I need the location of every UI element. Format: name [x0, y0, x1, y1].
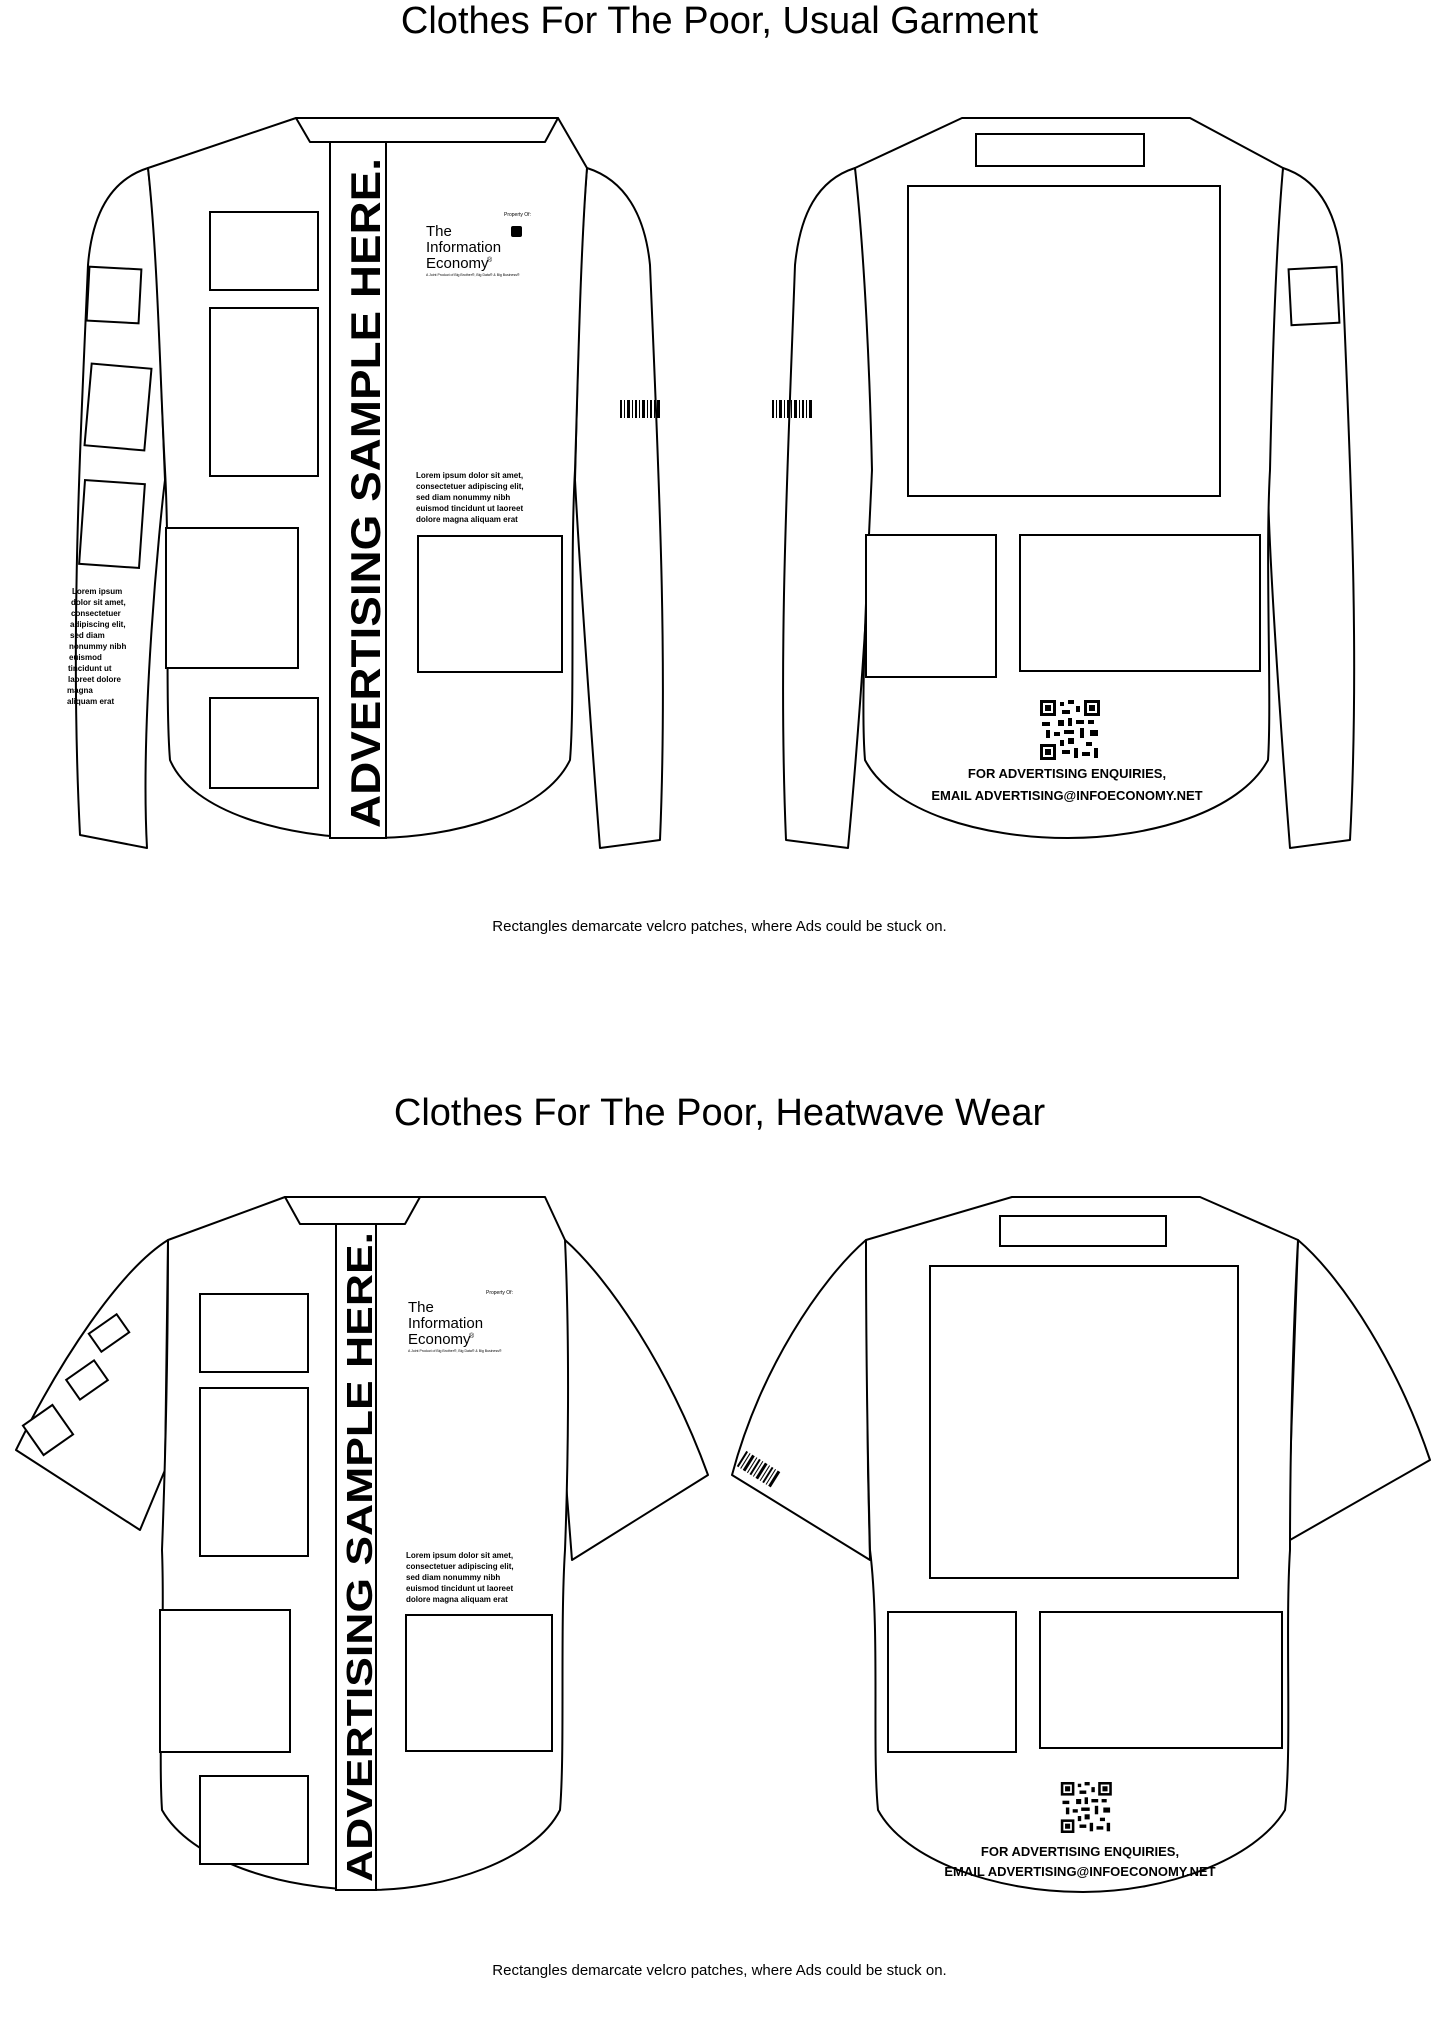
svg-text:Information: Information [426, 239, 502, 256]
svg-text:Economy: Economy [408, 1331, 471, 1348]
velcro-patch [1000, 1216, 1166, 1246]
back-short-sleeve-garment [732, 1197, 1430, 1892]
svg-text:dolore magna aliquam erat: dolore magna aliquam erat [406, 1595, 508, 1604]
velcro-patch [200, 1388, 308, 1556]
chest-copy [416, 471, 524, 524]
velcro-patch [1040, 1612, 1282, 1748]
svg-text:euismod tincidunt ut laoreet: euismod tincidunt ut laoreet [416, 504, 524, 513]
enquiry-line-2: EMAIL ADVERTISING@INFOECONOMY.NET [931, 788, 1203, 803]
heatwave-wear-title: Clothes For The Poor, Heatwave Wear [393, 1092, 1046, 1134]
svg-text:consectetuer adipiscing elit,: consectetuer adipiscing elit, [406, 1562, 514, 1571]
neck-collar [285, 1197, 420, 1224]
velcro-patch [418, 536, 562, 672]
svg-text:consectetuer adipiscing elit,: consectetuer adipiscing elit, [416, 482, 524, 491]
sleeve-velcro-patch [1289, 267, 1340, 325]
svg-text:A Joint Product of Big Brother: A Joint Product of Big Brother®, Big Data® & Big Business® [408, 1349, 502, 1353]
qr-code-icon [1040, 700, 1100, 760]
svg-text:Property Of:: Property Of: [486, 1290, 513, 1296]
barcode-icon [772, 400, 812, 418]
enquiry-line-2: EMAIL ADVERTISING@INFOECONOMY.NET [944, 1864, 1216, 1879]
velcro-patch [210, 212, 318, 290]
svg-text:®: ® [469, 1333, 475, 1340]
svg-text:Information: Information [408, 1315, 484, 1332]
advertising-strip-text: ADVERTISING SAMPLE HERE. [339, 1355, 380, 1882]
svg-text:dolor sit amet,: dolor sit amet, [71, 598, 126, 607]
advertising-strip-text: ADVERTISING SAMPLE HERE. [342, 214, 389, 828]
velcro-patch [930, 1266, 1238, 1578]
left-sleeve [783, 168, 872, 848]
svg-text:sed diam nonummy nibh: sed diam nonummy nibh [416, 493, 511, 502]
svg-text:The: The [426, 223, 452, 240]
velcro-patch [210, 698, 318, 788]
front-short-sleeve-garment [16, 1197, 708, 1890]
svg-text:sed diam nonummy nibh: sed diam nonummy nibh [406, 1573, 501, 1582]
svg-text:dolore magna aliquam erat: dolore magna aliquam erat [416, 515, 518, 524]
velcro-patch [866, 535, 996, 677]
velcro-patch [210, 308, 318, 476]
sleeve-velcro-patch [85, 364, 152, 451]
qr-code-icon [1061, 1782, 1112, 1833]
velcro-patch [160, 1610, 290, 1752]
heatwave-wear-caption: Rectangles demarcate velcro patches, where Ads could be stuck on. [492, 1962, 947, 1979]
svg-text:Lorem ipsum dolor sit amet,: Lorem ipsum dolor sit amet, [416, 471, 524, 480]
svg-text:Lorem ipsum dolor sit amet,: Lorem ipsum dolor sit amet, [406, 1551, 514, 1560]
svg-text:adipiscing elit,: adipiscing elit, [70, 620, 126, 629]
velcro-patch [200, 1294, 308, 1372]
svg-text:euismod: euismod [69, 653, 102, 662]
svg-text:Economy: Economy [426, 255, 489, 272]
right-sleeve [565, 1240, 708, 1560]
sleeve-velcro-patch [79, 480, 145, 568]
velcro-patch [200, 1776, 308, 1864]
velcro-patch [406, 1615, 552, 1751]
svg-text:sed diam: sed diam [70, 631, 105, 640]
logo-icon [511, 226, 522, 237]
enquiry-line-1: FOR ADVERTISING ENQUIRIES, [980, 1844, 1180, 1859]
svg-text:tincidunt ut: tincidunt ut [68, 664, 112, 673]
svg-text:Property Of:: Property Of: [504, 212, 531, 218]
svg-text:magna: magna [67, 686, 93, 695]
usual-garment-diagram [0, 0, 1439, 880]
right-sleeve [1290, 1240, 1430, 1540]
svg-text:aliquam erat: aliquam erat [67, 697, 115, 706]
svg-text:nonummy nibh: nonummy nibh [69, 642, 127, 651]
front-long-sleeve-garment [67, 118, 663, 848]
velcro-patch [1020, 535, 1260, 671]
usual-garment-caption: Rectangles demarcate velcro patches, where Ads could be stuck on. [492, 918, 947, 935]
svg-text:euismod tincidunt ut laoreet: euismod tincidunt ut laoreet [406, 1584, 514, 1593]
chest-copy [406, 1551, 514, 1604]
right-sleeve [575, 168, 663, 848]
enquiry-line-1: FOR ADVERTISING ENQUIRIES, [967, 766, 1167, 781]
velcro-patch [976, 134, 1144, 166]
svg-text:The: The [408, 1299, 434, 1316]
usual-garment-title: Clothes For The Poor, Usual Garment [400, 0, 1039, 42]
back-long-sleeve-garment [772, 118, 1354, 848]
svg-text:consectetuer: consectetuer [71, 609, 121, 618]
neck-collar [296, 118, 558, 142]
velcro-patch [166, 528, 298, 668]
svg-text:laoreet dolore: laoreet dolore [68, 675, 121, 684]
svg-text:A Joint Product of Big Brother: A Joint Product of Big Brother®, Big Data® & Big Business® [426, 273, 520, 277]
svg-text:®: ® [487, 257, 493, 264]
velcro-patch [888, 1612, 1016, 1752]
heatwave-wear-diagram [0, 1170, 1439, 2040]
velcro-patch [908, 186, 1220, 496]
left-sleeve [732, 1240, 870, 1560]
svg-text:Lorem ipsum: Lorem ipsum [72, 587, 123, 596]
sleeve-velcro-patch [87, 267, 142, 324]
